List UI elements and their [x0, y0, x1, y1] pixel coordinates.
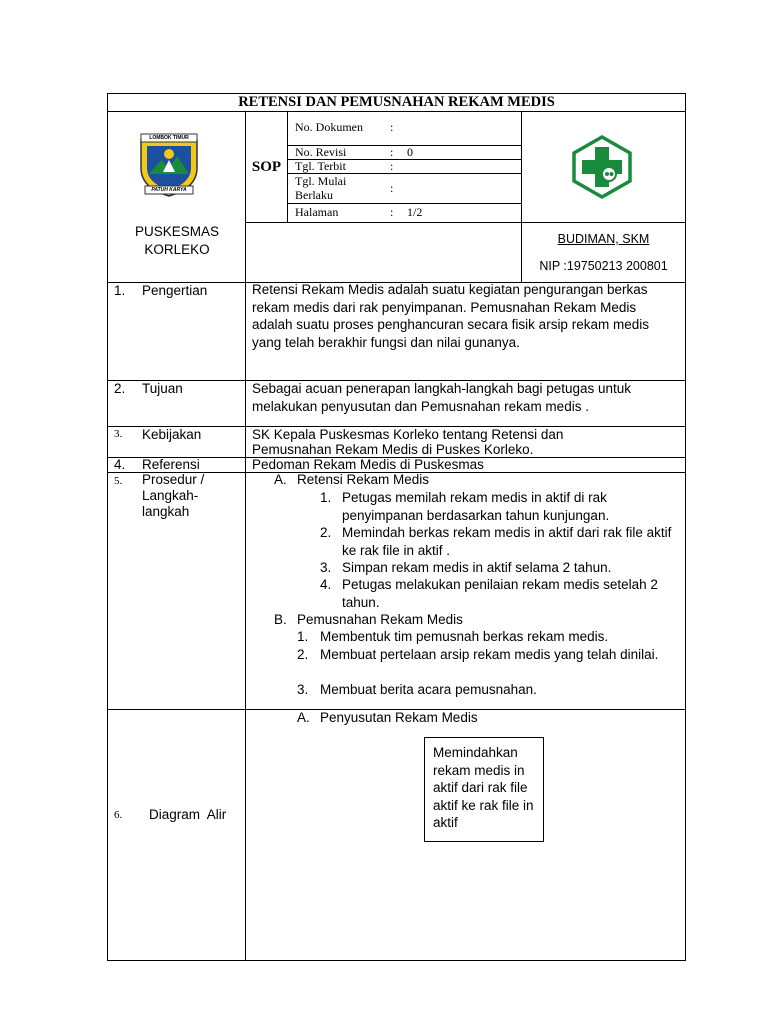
section-3-text: SK Kepala Puskesmas Korleko tentang Retensi dan Pemusnahan Rekam Medis di Puskes Korleko.	[252, 427, 564, 457]
list-item-number: 2.	[320, 525, 332, 540]
list-item: Memindah berkas rekam medis in aktif dari rak file aktif ke rak file in aktif .	[342, 525, 672, 558]
list-item: Petugas memilah rekam medis in aktif di rak penyimpanan berdasarkan tahun kunjungan.	[342, 490, 610, 523]
logo-bottom-text: PATUH KARYA	[151, 187, 187, 193]
field-no-revisi-label: No. Revisi	[295, 145, 347, 159]
field-tgl-mulai-sep: :	[390, 181, 394, 195]
list-item: Membuat pertelaan arsip rekam medis yang telah dinilai.	[320, 647, 659, 662]
group-a-marker: A.	[274, 472, 287, 487]
section-3-number: 3.	[114, 428, 123, 440]
field-no-revisi-sep: :	[390, 145, 394, 159]
flowchart-box	[424, 737, 544, 842]
section-2-label: Tujuan	[142, 381, 183, 396]
field-no-dokumen-sep: :	[390, 120, 394, 134]
list-item-number: 2.	[297, 647, 309, 662]
list-item-number: 1.	[297, 629, 309, 644]
list-item: Membentuk tim pemusnah berkas rekam medis.	[320, 629, 609, 644]
flowchart-box-text: Memindahkan rekam medis in aktif dari rak file aktif ke rak file in aktif	[433, 745, 534, 830]
list-item-number: 3.	[297, 682, 309, 697]
section-4-number: 4.	[114, 457, 126, 472]
document-title: RETENSI DAN PEMUSNAHAN REKAM MEDIS	[238, 94, 555, 110]
group-b-marker: B.	[274, 612, 287, 627]
section-6-label: Diagram Alir	[149, 807, 227, 822]
section-4-label: Referensi	[142, 457, 200, 472]
puskesmas-logo	[570, 135, 634, 199]
section-1-label: Pengertian	[142, 283, 208, 298]
diagram-marker: A.	[297, 710, 310, 725]
regency-logo	[135, 132, 203, 198]
field-halaman-label: Halaman	[295, 205, 339, 219]
list-item-number: 1.	[320, 490, 332, 505]
list-item: Petugas melakukan penilaian rekam medis setelah 2 tahun.	[342, 577, 658, 610]
list-item: Membuat berita acara pemusnahan.	[320, 682, 537, 697]
field-no-dokumen-label: No. Dokumen	[295, 120, 363, 134]
signatory-name: BUDIMAN, SKM	[557, 232, 650, 246]
section-3-label: Kebijakan	[142, 427, 202, 442]
field-tgl-terbit-label: Tgl. Terbit	[295, 159, 346, 173]
section-2-text: Sebagai acuan penerapan langkah-langkah bagi petugas untuk melakukan penyusutan dan Pemusnahan rekam medis .	[252, 381, 632, 414]
org-name: PUSKESMAS KORLEKO	[134, 224, 220, 257]
section-1-number: 1.	[114, 283, 126, 298]
logo-top-text: LOMBOK TIMUR	[149, 135, 189, 141]
list-item-number: 3.	[320, 560, 332, 575]
field-no-revisi-value: 0	[407, 145, 413, 159]
field-halaman-value: 1/2	[407, 205, 423, 219]
field-halaman-sep: :	[390, 205, 394, 219]
group-b-title: Pemusnahan Rekam Medis	[297, 612, 463, 627]
section-1-text: Retensi Rekam Medis adalah suatu kegiatan pengurangan berkas rekam medis dari rak penyimpanan. Pemusnahan Rekam Medis adalah suatu proses penghancuran secara fisik arsip rekam medis yang telah berakhir fungsi dan nilai gunanya.	[252, 282, 649, 350]
section-2-number: 2.	[114, 381, 126, 396]
section-4-text: Pedoman Rekam Medis di Puskesmas	[252, 457, 484, 472]
sop-label: SOP	[251, 159, 282, 175]
list-item: Simpan rekam medis in aktif selama 2 tahun.	[342, 560, 612, 575]
signatory-nip: NIP :19750213 200801	[539, 259, 668, 273]
section-5-number: 5.	[114, 475, 123, 487]
field-tgl-mulai-label: Tgl. Mulai Berlaku	[295, 174, 347, 202]
list-item-number: 4.	[320, 577, 332, 592]
field-tgl-terbit-sep: :	[390, 159, 394, 173]
group-a-title: Retensi Rekam Medis	[297, 472, 430, 487]
section-6-number: 6.	[114, 809, 123, 821]
diagram-title: Penyusutan Rekam Medis	[320, 710, 478, 725]
section-5-label: Prosedur / Langkah-langkah	[142, 472, 205, 519]
